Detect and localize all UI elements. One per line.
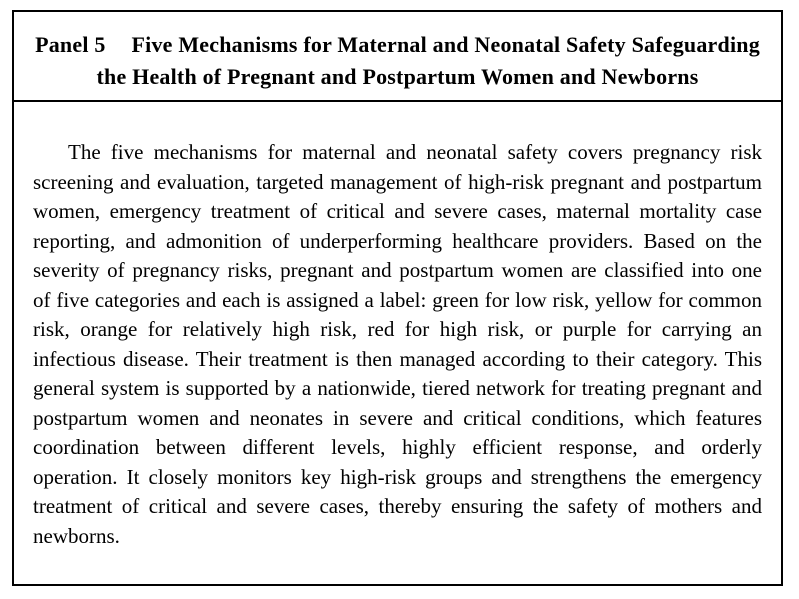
panel-box (12, 10, 783, 586)
panel-body (14, 102, 781, 551)
panel-title-line-1 (14, 29, 781, 61)
panel-label: Panel 5 (35, 32, 106, 57)
body-paragraph: The five mechanisms for maternal and neonatal safety covers pregnancy risk screening and evaluation, targeted management of high-risk pregnant and postpartum women, emergency treatment of critical and severe cases, maternal mortality case reporting, and admonition of underperforming healthcare providers. Based on the severity of pregnancy risks, pregnant and postpartum women are classified into one of five categories and each is assigned a label: green for low risk, yellow for common risk, orange for relatively high risk, red for high risk, or purple for carrying an infectious disease. Their treatment is then managed according to their category. This general system is supported by a nationwide, tiered network for treating pregnant and postpartum women and neonates in severe and critical conditions, which features coordination between different levels, highly efficient response, and orderly operation. It closely monitors key high-risk groups and strengthens the emergency treatment of critical and severe cases, thereby ensuring the safety of mothers and newborns. (33, 140, 762, 548)
panel-title (14, 12, 781, 102)
panel-title-line-2: the Health of Pregnant and Postpartum Women and Newborns (96, 64, 699, 89)
panel-title-text: Five Mechanisms for Maternal and Neonatal Safety Safeguarding (131, 32, 760, 57)
